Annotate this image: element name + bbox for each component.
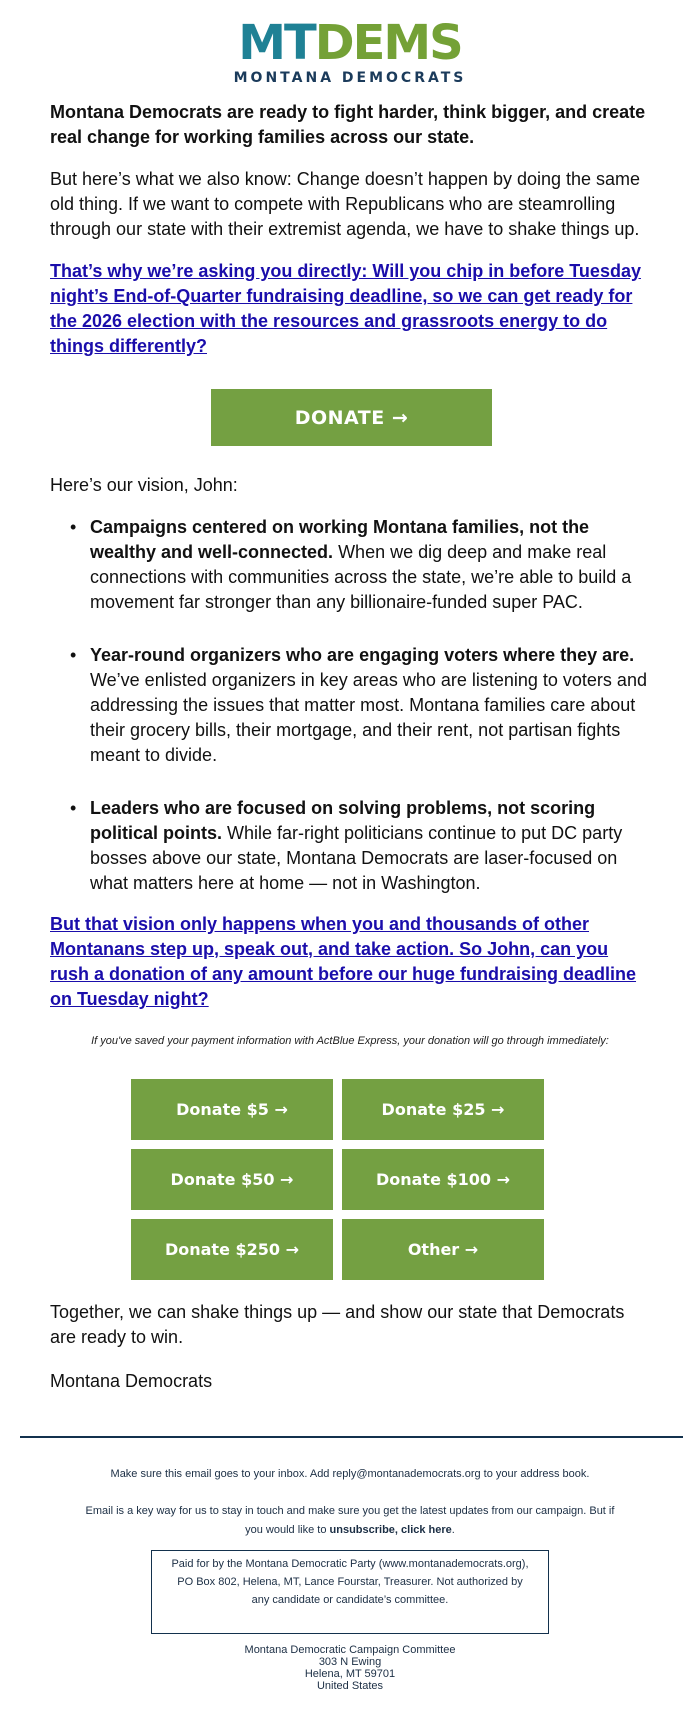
mtdems-logo <box>0 15 700 86</box>
address-city: Helena, MT 59701 <box>304 1668 396 1680</box>
donate-other-button[interactable]: Other → <box>342 1219 544 1280</box>
intro-lead <box>50 100 650 150</box>
closing-text: Together, we can shake things up — and show our state that Democrats are ready to win. <box>50 1302 625 1347</box>
footer-divider <box>20 1436 683 1438</box>
paid-for-text: Paid for by the Montana Democratic Party (www.montanademocrats.org), PO Box 802, Helena, MT, Lance Fourstar, Treasurer. Not authorized by any candidate or candidate’s committee. <box>171 1558 529 1606</box>
ask-link-block[interactable] <box>50 259 650 359</box>
vision-item-bold: Year-round organizers who are engaging voters where they are. <box>90 645 635 665</box>
donate-100-button[interactable]: Donate $100 → <box>342 1149 544 1210</box>
vision-item <box>50 796 650 896</box>
donate-250-button[interactable]: Donate $250 → <box>131 1219 333 1280</box>
vision-list <box>50 515 650 896</box>
address-country: United States <box>316 1680 384 1692</box>
email-note-period: . <box>451 1524 455 1536</box>
mailing-address <box>0 1644 700 1692</box>
vision-item-text: We’ve enlisted organizers in key areas who are listening to voters and addressing the issues that matter most. Montana families care about their grocery bills, their mortgage, and their rent, not partisan fights meant to divide. <box>90 670 647 765</box>
donate-50-button[interactable]: Donate $50 → <box>131 1149 333 1210</box>
address-org: Montana Democratic Campaign Committee <box>244 1644 456 1656</box>
second-ask-link[interactable]: But that vision only happens when you and thousands of other Montanans step up, speak out, and take action. So John, can you rush a donation of any amount before our huge fundraising deadline on Tuesday night? <box>50 914 637 1009</box>
signature-block <box>50 1369 650 1394</box>
vision-item-text: While far-right politicians continue to put DC party bosses above our state, Montana Democrats are laser-focused on what matters here at home — not in Washington. <box>90 823 623 893</box>
closing-block <box>50 1300 650 1350</box>
donate-25-button[interactable]: Donate $25 → <box>342 1079 544 1140</box>
second-ask-block[interactable] <box>50 912 650 1012</box>
actblue-express-note: If you've saved your payment information with ActBlue Express, your donation will go through immediately: <box>91 1035 609 1047</box>
logo-mt: MT <box>238 15 315 71</box>
donate-5-button[interactable]: Donate $5 → <box>131 1079 333 1140</box>
lead-paragraph: Montana Democrats are ready to fight harder, think bigger, and create real change for working families across our state. <box>50 102 646 147</box>
vision-heading: Here’s our vision, John: <box>50 475 238 495</box>
logo-subtitle: MONTANA DEMOCRATS <box>233 70 467 86</box>
vision-item-text: When we dig deep and make real connections with communities across the state, we’re able to build a movement far stronger than any billionaire-funded super PAC. <box>90 542 632 612</box>
paid-for-disclaimer <box>151 1550 549 1634</box>
body-paragraph: But here’s what we also know: Change doesn’t happen by doing the same old thing. If we want to compete with Republicans who are steamrolling through our state with their extremist agenda, we have to shake things up. <box>50 169 641 239</box>
address-street: 303 N Ewing <box>318 1656 382 1668</box>
signature: Montana Democrats <box>50 1371 213 1391</box>
inbox-note: Make sure this email goes to your inbox. Add reply@montanademocrats.org to your address book. <box>110 1468 590 1480</box>
vision-item <box>50 643 650 768</box>
email-note-text: Email is a key way for us to stay in touch and make sure you get the latest updates from our campaign. But if you would like to <box>85 1505 615 1536</box>
logo-wordmark <box>238 15 462 71</box>
ask-link[interactable]: That’s why we’re asking you directly: Will you chip in before Tuesday night’s End-of-Quarter fundraising deadline, so we can get ready for the 2026 election with the resources and grassroots energy to do things differently? <box>50 261 641 356</box>
logo-dems: DEMS <box>314 15 462 71</box>
vision-item-bold: Campaigns centered on working Montana families, not the wealthy and well-connected. <box>90 517 590 562</box>
intro-body <box>50 167 650 242</box>
unsubscribe-link[interactable]: unsubscribe, click here <box>329 1524 452 1536</box>
donate-button[interactable]: DONATE → <box>211 389 492 446</box>
email-note <box>80 1502 620 1540</box>
vision-heading-block <box>50 473 650 498</box>
vision-item-bold: Leaders who are focused on solving problems, not scoring political points. <box>90 798 596 843</box>
vision-item <box>50 515 650 615</box>
